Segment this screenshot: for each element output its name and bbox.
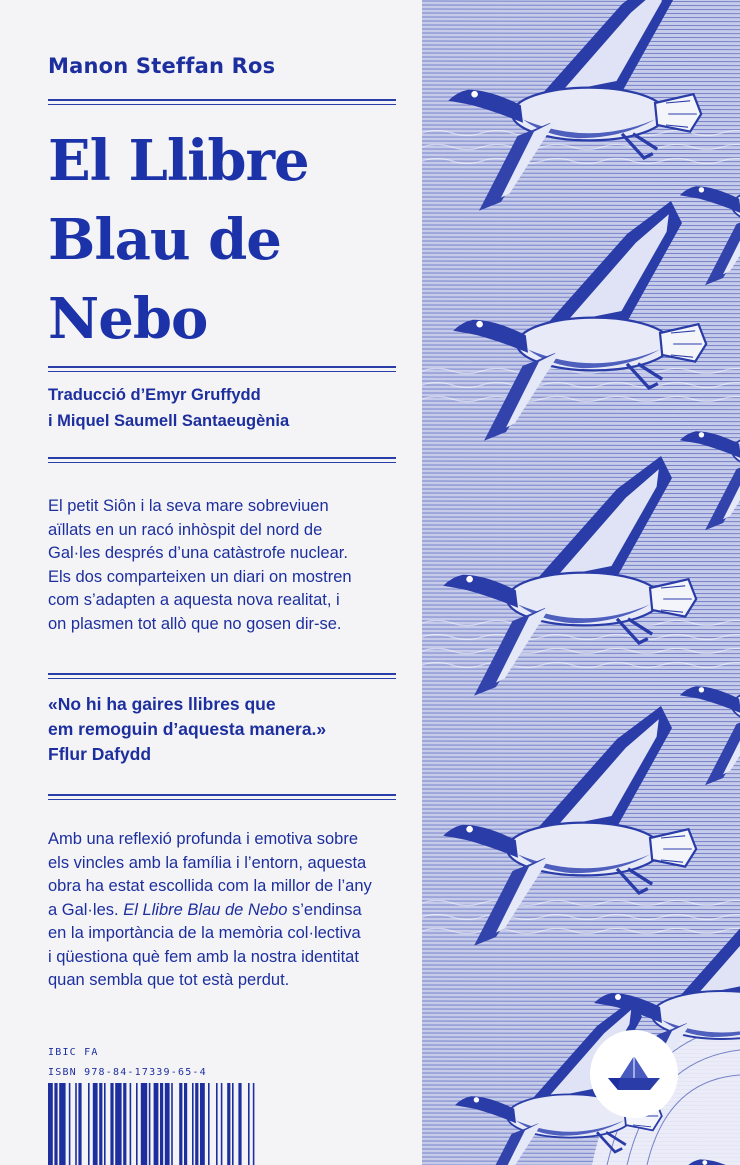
- barcode-bar: [171, 1083, 173, 1165]
- title-line-1: El Llibre: [48, 128, 309, 194]
- barcode-bar: [253, 1083, 255, 1165]
- barcode-bar: [136, 1083, 138, 1165]
- barcode-bar: [141, 1083, 147, 1165]
- blurb-line-4: [48, 899, 408, 923]
- barcode-bar: [165, 1083, 170, 1165]
- synopsis: [48, 495, 408, 636]
- synopsis-line-6: on plasmen tot allò que no gosen dir-se.: [48, 614, 342, 633]
- barcode-bar: [115, 1083, 121, 1165]
- translators-line-2: i Miquel Saumell Santaeugènia: [48, 412, 290, 430]
- blurb-line-3: obra ha estat escollida com la millor de l’any: [48, 877, 372, 895]
- barcode-bar: [78, 1083, 81, 1165]
- flying-geese-illustration: [422, 0, 740, 1165]
- translators-credit: [48, 382, 289, 434]
- blurb-line-4-post: s’endinsa: [287, 900, 362, 919]
- barcode-icon: [48, 1083, 358, 1165]
- blurb-line-2: els vincles amb la família i l’entorn, aquesta: [48, 853, 367, 872]
- barcode-bar: [48, 1083, 53, 1165]
- barcode-bar: [149, 1083, 151, 1165]
- rule-top: [48, 99, 396, 105]
- blurb-line-4-pre: a Gal·les.: [48, 900, 124, 919]
- barcode-bar: [227, 1083, 230, 1165]
- barcode-bar: [184, 1083, 187, 1165]
- barcode-bar: [93, 1083, 98, 1165]
- geese-svg: [422, 0, 740, 1165]
- blurb: [48, 828, 408, 993]
- barcode-bar: [232, 1083, 234, 1165]
- barcode-bar: [75, 1083, 77, 1165]
- barcode-bar: [160, 1083, 163, 1165]
- rule-below-translators: [48, 457, 396, 463]
- barcode-bar: [195, 1083, 198, 1165]
- book-title: [48, 122, 408, 359]
- author-name: Manon Steffan Ros: [48, 54, 276, 78]
- title-line-3: Nebo: [48, 286, 208, 352]
- blurb-line-1: Amb una reflexió profunda i emotiva sobre: [48, 830, 359, 848]
- paper-boat-logo-icon: [590, 1030, 678, 1118]
- barcode-bar: [123, 1083, 126, 1165]
- barcode-bar: [248, 1083, 250, 1165]
- barcode-bar: [179, 1083, 182, 1165]
- barcode-bar: [110, 1083, 113, 1165]
- blurb-line-7: quan sembla que tot està perdut.: [48, 971, 290, 989]
- blurb-line-6: i qüestiona què fem amb la nostra identitat: [48, 947, 359, 966]
- rule-above-quote: [48, 673, 396, 679]
- synopsis-line-3: Gal·les després d’una catàstrofe nuclear.: [48, 544, 348, 562]
- quote-line-2: em remoguin d’aquesta manera.»: [48, 719, 327, 739]
- barcode-bar: [59, 1083, 65, 1165]
- barcode-bar: [69, 1083, 71, 1165]
- barcode-bar: [88, 1083, 90, 1165]
- barcode-bar: [221, 1083, 223, 1165]
- paper-boat-svg: [590, 1030, 678, 1118]
- synopsis-line-5: com s’adapten a aquesta nova realitat, i: [48, 591, 340, 609]
- barcode-bar: [192, 1083, 194, 1165]
- quote-author: Fflur Dafydd: [48, 744, 152, 764]
- ibic-code: IBIC FA: [48, 1047, 99, 1058]
- synopsis-line-4: Els dos comparteixen un diari on mostren: [48, 567, 352, 586]
- barcode-bar: [130, 1083, 132, 1165]
- rule-below-title: [48, 366, 396, 372]
- barcode-bar: [238, 1083, 241, 1165]
- barcode-bar: [216, 1083, 218, 1165]
- barcode-bar: [154, 1083, 159, 1165]
- translators-line-1: Traducció d’Emyr Gruffydd: [48, 386, 261, 404]
- quote-line-1: «No hi ha gaires llibres que: [48, 694, 276, 714]
- isbn-code: ISBN 978-84-17339-65-4: [48, 1067, 207, 1078]
- blurb-title-italic: El Llibre Blau de Nebo: [123, 900, 288, 919]
- synopsis-line-1: El petit Siôn i la seva mare sobreviuen: [48, 497, 329, 515]
- barcode-bar: [208, 1083, 210, 1165]
- rule-below-quote: [48, 794, 396, 800]
- synopsis-line-2: aïllats en un racó inhòspit del nord de: [48, 520, 323, 539]
- review-quote: [48, 692, 326, 767]
- barcode-bar: [54, 1083, 57, 1165]
- barcode-bar: [200, 1083, 205, 1165]
- barcode-bar: [99, 1083, 102, 1165]
- catalog-codes: [48, 1043, 207, 1083]
- title-line-2: Blau de: [48, 207, 281, 273]
- blurb-line-5: en la importància de la memòria col·lectiva: [48, 924, 361, 942]
- barcode-bar: [104, 1083, 106, 1165]
